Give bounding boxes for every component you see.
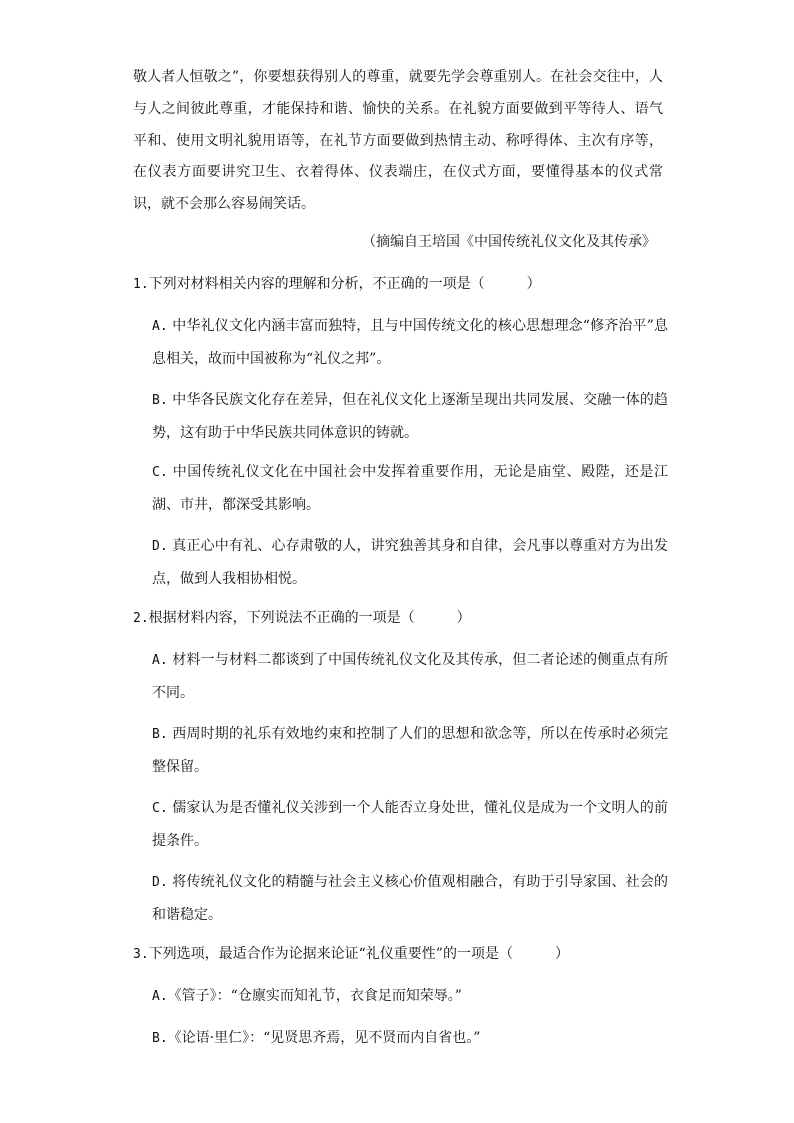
option-text: 真正心中有礼、心存肃敬的人，讲究独善其身和自律，会凡事以尊重对方为出发点，做到人我相协相悦。 xyxy=(152,538,669,587)
question-1-number: 1. xyxy=(133,277,149,292)
question-1-option-d xyxy=(152,530,668,595)
option-letter: B. xyxy=(152,1031,168,1046)
question-2-text: 根据材料内容，下列说法不正确的一项是（ ） xyxy=(148,610,471,626)
option-letter: C. xyxy=(152,465,168,480)
option-text: 中华各民族文化存在差异，但在礼仪文化上逐渐呈现出共同发展、交融一体的趋势，这有助于中华民族共同体意识的铸就。 xyxy=(152,392,669,441)
option-text: 儒家认为是否懂礼仪关涉到一个人能否立身处世，懂礼仪是成为一个文明人的前提条件。 xyxy=(152,800,669,849)
question-3-option-b xyxy=(152,1026,480,1051)
question-3-number: 3. xyxy=(133,947,149,962)
option-letter: B. xyxy=(152,727,168,742)
option-text: 西周时期的礼乐有效地约束和控制了人们的思想和欲念等，所以在传承时必须完整保留。 xyxy=(152,726,669,775)
option-letter: A. xyxy=(152,989,168,1004)
question-2-option-c xyxy=(152,792,668,857)
question-1-option-b xyxy=(152,384,668,449)
option-letter: A. xyxy=(152,653,168,668)
question-3-option-a xyxy=(152,984,462,1009)
question-2-number: 2. xyxy=(133,611,149,626)
option-letter: B. xyxy=(152,393,168,408)
passage-paragraph: 敬人者人恒敬之”，你要想获得别人的尊重，就要先学会尊重别人。在社会交往中，人与人之间彼此尊重，才能保持和谐、愉快的关系。在礼貌方面要做到平等待人、语气平和、使用文明礼貌用语等，在礼节方面要做到热情主动、称呼得体、主次有序等，在仪表方面要讲究卫生、衣着得体、仪表端庄，在仪式方面，要懂得基本的仪式常识，就不会那么容易闹笑话。 xyxy=(133,69,663,213)
question-3-text: 下列选项，最适合作为论据来论证“礼仪重要性”的一项是（ ） xyxy=(148,946,569,962)
option-text: 《论语·里仁》：“见贤思齐焉，见不贤而内自省也。” xyxy=(167,1030,481,1046)
option-text: 材料一与材料二都谈到了中国传统礼仪文化及其传承，但二者论述的侧重点有所不同。 xyxy=(152,652,669,701)
option-text: 中国传统礼仪文化在中国社会中发挥着重要作用，无论是庙堂、殿陛，还是江湖、市井，都深受其影响。 xyxy=(152,464,669,513)
question-1-option-a xyxy=(152,310,668,375)
option-letter: D. xyxy=(152,539,168,554)
question-2-stem xyxy=(133,606,673,631)
question-2-option-d xyxy=(152,866,668,931)
option-text: 中华礼仪文化内涵丰富而独特，且与中国传统文化的核心思想理念“修齐治平”息息相关，故而中国被称为“礼仪之邦”。 xyxy=(152,318,669,367)
question-1-stem xyxy=(133,272,673,297)
question-1-option-c xyxy=(152,456,668,521)
question-1-text: 下列对材料相关内容的理解和分析，不正确的一项是（ ） xyxy=(148,276,541,292)
question-2-option-b xyxy=(152,718,668,783)
question-2-option-a xyxy=(152,644,668,709)
option-letter: A. xyxy=(152,319,168,334)
option-text: 将传统礼仪文化的精髓与社会主义核心价值观相融合，有助于引导家国、社会的和谐稳定。 xyxy=(152,874,669,923)
source-citation: （摘编自王培国《中国传统礼仪文化及其传承》 xyxy=(362,234,656,250)
question-3-stem xyxy=(133,942,673,967)
option-text: 《管子》：“仓廪实而知礼节，衣食足而知荣辱。” xyxy=(167,988,462,1004)
option-letter: C. xyxy=(152,801,168,816)
option-letter: D. xyxy=(152,875,168,890)
